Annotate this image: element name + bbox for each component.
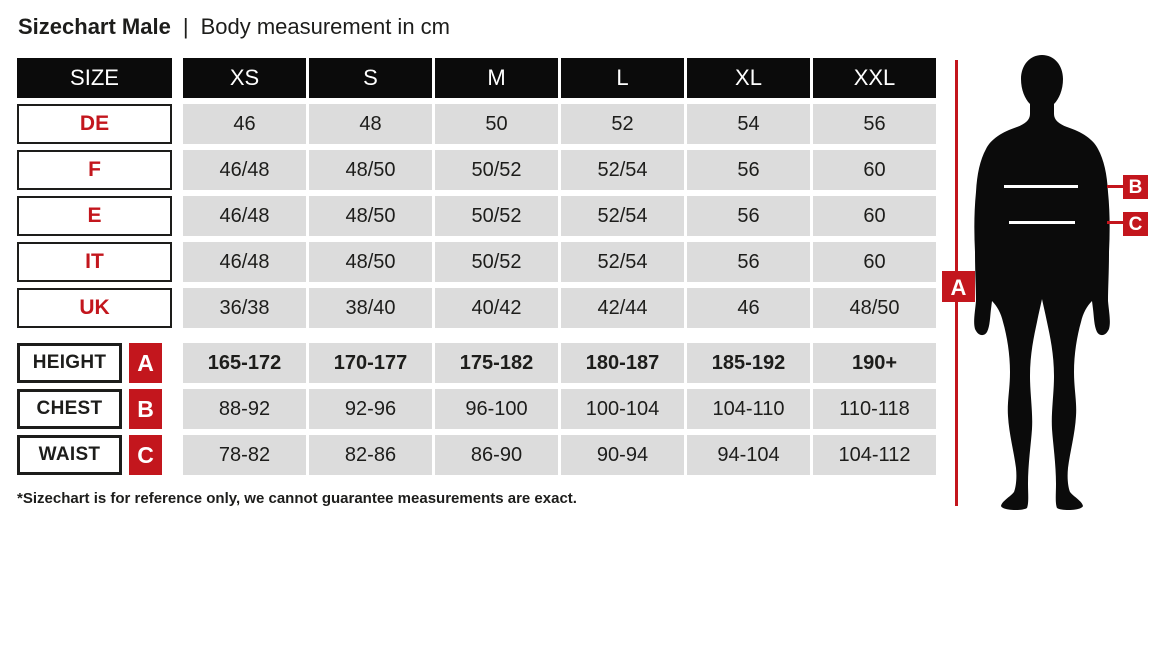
- page-title: [18, 14, 450, 40]
- size-value-cell: 38/40: [309, 288, 432, 328]
- measurement-label-chest: CHEST: [17, 389, 122, 429]
- region-label-f: F: [17, 150, 172, 190]
- region-label-it: IT: [17, 242, 172, 282]
- region-row-it: [17, 242, 939, 282]
- body-figure: [930, 45, 1169, 520]
- measurement-badge-a: A: [129, 343, 162, 383]
- size-value-cell: 42/44: [561, 288, 684, 328]
- measurement-value-cell: 110-118: [813, 389, 936, 429]
- size-value-cell: 60: [813, 196, 936, 236]
- title-main: Sizechart Male: [18, 14, 171, 39]
- region-row-f: [17, 150, 939, 190]
- size-value-cell: 46/48: [183, 196, 306, 236]
- size-column-header-m: M: [435, 58, 558, 98]
- size-column-header-xl: XL: [687, 58, 810, 98]
- size-value-cell: 48/50: [309, 150, 432, 190]
- measurement-value-cell: 82-86: [309, 435, 432, 475]
- size-column-header-l: L: [561, 58, 684, 98]
- chest-line: [1004, 185, 1078, 188]
- size-value-cell: 48/50: [309, 242, 432, 282]
- size-column-header-xs: XS: [183, 58, 306, 98]
- measurement-value-cell: 185-192: [687, 343, 810, 383]
- size-value-cell: 50/52: [435, 242, 558, 282]
- measurement-value-cell: 88-92: [183, 389, 306, 429]
- size-value-cell: 46/48: [183, 150, 306, 190]
- measurement-value-cell: 175-182: [435, 343, 558, 383]
- size-value-cell: 46/48: [183, 242, 306, 282]
- measurement-value-cell: 180-187: [561, 343, 684, 383]
- measurement-value-cell: 96-100: [435, 389, 558, 429]
- measurement-value-cell: 86-90: [435, 435, 558, 475]
- size-value-cell: 46: [687, 288, 810, 328]
- size-value-cell: 50/52: [435, 196, 558, 236]
- measurement-value-cell: 170-177: [309, 343, 432, 383]
- size-value-cell: 52/54: [561, 242, 684, 282]
- measurement-value-cell: 90-94: [561, 435, 684, 475]
- height-line-top: [955, 60, 958, 271]
- measurement-label-waist: WAIST: [17, 435, 122, 475]
- size-value-cell: 46: [183, 104, 306, 144]
- title-subtitle: Body measurement in cm: [200, 14, 450, 39]
- size-value-cell: 50/52: [435, 150, 558, 190]
- size-value-cell: 48/50: [813, 288, 936, 328]
- size-column-header-s: S: [309, 58, 432, 98]
- waist-line: [1009, 221, 1075, 224]
- measurement-value-cell: 78-82: [183, 435, 306, 475]
- measurement-value-cell: 104-110: [687, 389, 810, 429]
- size-value-cell: 56: [813, 104, 936, 144]
- size-value-cell: 40/42: [435, 288, 558, 328]
- measurement-badge-b: B: [129, 389, 162, 429]
- waist-badge-letter: C: [1128, 214, 1143, 235]
- measurement-row-waist: [17, 435, 939, 475]
- size-value-cell: 48/50: [309, 196, 432, 236]
- size-value-cell: 52/54: [561, 196, 684, 236]
- size-value-cell: 60: [813, 150, 936, 190]
- chest-badge-letter: B: [1128, 177, 1143, 198]
- size-value-cell: 60: [813, 242, 936, 282]
- measurement-badge-c: C: [129, 435, 162, 475]
- size-value-cell: 52: [561, 104, 684, 144]
- measurement-value-cell: 100-104: [561, 389, 684, 429]
- size-value-cell: 56: [687, 196, 810, 236]
- measurement-value-cell: 92-96: [309, 389, 432, 429]
- measurement-label-height: HEIGHT: [17, 343, 122, 383]
- chest-tick: [1107, 185, 1124, 188]
- section-spacer: [17, 334, 939, 343]
- region-label-de: DE: [17, 104, 172, 144]
- region-row-e: [17, 196, 939, 236]
- measurement-value-cell: 190+: [813, 343, 936, 383]
- size-header-cell: SIZE: [17, 58, 172, 98]
- height-badge-letter: A: [950, 275, 967, 300]
- title-separator: |: [182, 14, 189, 39]
- size-table: [17, 58, 939, 481]
- region-row-de: [17, 104, 939, 144]
- region-label-uk: UK: [17, 288, 172, 328]
- size-value-cell: 36/38: [183, 288, 306, 328]
- height-line-bottom: [955, 302, 958, 506]
- footnote: *Sizechart is for reference only, we cannot guarantee measurements are exact.: [17, 490, 577, 507]
- size-value-cell: 48: [309, 104, 432, 144]
- measurement-value-cell: 165-172: [183, 343, 306, 383]
- table-header-row: [17, 58, 939, 98]
- region-row-uk: [17, 288, 939, 328]
- size-value-cell: 52/54: [561, 150, 684, 190]
- size-value-cell: 56: [687, 242, 810, 282]
- size-value-cell: 56: [687, 150, 810, 190]
- measurement-row-chest: [17, 389, 939, 429]
- region-label-e: E: [17, 196, 172, 236]
- measurement-value-cell: 94-104: [687, 435, 810, 475]
- male-silhouette-icon: [974, 55, 1110, 510]
- waist-tick: [1107, 221, 1124, 224]
- measurement-row-height: [17, 343, 939, 383]
- size-value-cell: 50: [435, 104, 558, 144]
- size-column-header-xxl: XXL: [813, 58, 936, 98]
- size-value-cell: 54: [687, 104, 810, 144]
- measurement-value-cell: 104-112: [813, 435, 936, 475]
